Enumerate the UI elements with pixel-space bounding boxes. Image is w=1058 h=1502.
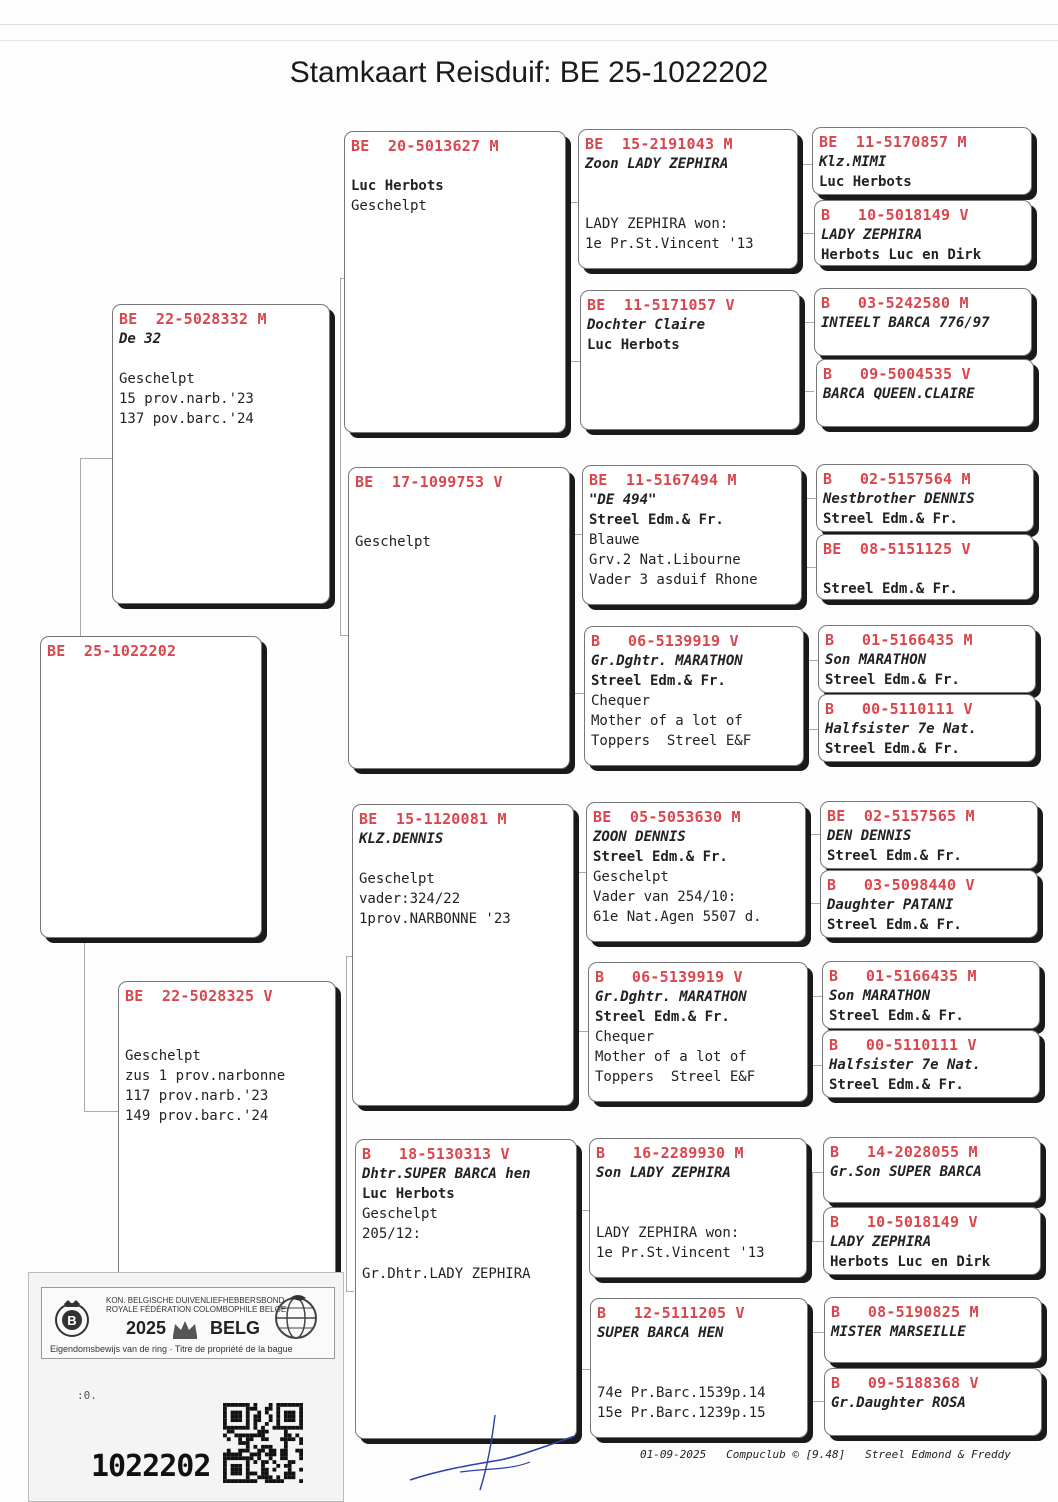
grandparent-card[interactable] <box>352 804 574 1106</box>
pedigree-line: Geschelpt <box>593 869 669 885</box>
great-grandparent-card[interactable] <box>580 290 800 430</box>
ring-number: BE 15-1120081 M <box>359 810 507 828</box>
pedigree-line: 15 prov.narb.'23 <box>119 391 254 407</box>
qr-code-icon <box>223 1403 303 1483</box>
pedigree-line: Geschelpt <box>119 371 195 387</box>
great-grandparent-card[interactable] <box>589 1138 807 1278</box>
pedigree-line: Luc Herbots <box>362 1186 455 1202</box>
ring-number: B 10-5018149 V <box>830 1213 978 1231</box>
pedigree-line: Gr.Daughter ROSA <box>831 1395 966 1411</box>
pedigree-line <box>125 1006 329 1026</box>
pedigree-line: Streel Edm.& Fr. <box>593 849 728 865</box>
ancestor-card[interactable] <box>818 625 1036 693</box>
pedigree-line: Streel Edm.& Fr. <box>589 512 724 528</box>
pedigree-line: DEN DENNIS <box>827 828 912 844</box>
ring-number: B 00-5110111 V <box>825 700 973 718</box>
pedigree-line: 61e Nat.Agen 5507 d. <box>593 909 762 925</box>
pedigree-line <box>351 156 559 176</box>
ancestor-card[interactable] <box>823 1207 1041 1275</box>
pedigree-line: Son MARATHON <box>825 652 927 668</box>
ring-number: B 09-5004535 V <box>823 365 971 383</box>
globe-logo-icon <box>270 1292 322 1340</box>
great-grandparent-card[interactable] <box>582 465 802 605</box>
pedigree-line: Herbots Luc en Dirk <box>830 1254 991 1270</box>
great-grandparent-card[interactable] <box>578 129 798 269</box>
pedigree-line: Luc Herbots <box>587 337 680 353</box>
pedigree-line: 1prov.NARBONNE '23 <box>359 911 511 927</box>
pedigree-line: Blauwe <box>589 532 640 548</box>
pedigree-line: Streel Edm.& Fr. <box>827 848 962 864</box>
pedigree-line: Streel Edm.& Fr. <box>823 511 958 527</box>
pedigree-line: Geschelpt <box>359 871 435 887</box>
ring-number: BE 05-5053630 M <box>593 808 741 826</box>
pedigree-line <box>125 1026 329 1046</box>
connector-line <box>804 498 816 568</box>
ring-number: BE 17-1099753 V <box>355 473 503 491</box>
dam-card[interactable] <box>118 981 336 1281</box>
connector-line <box>806 660 818 730</box>
pedigree-line: Gr.Dghtr. MARATHON <box>595 989 747 1005</box>
ring-number: B 18-5130313 V <box>362 1145 510 1163</box>
pedigree-line: Luc Herbots <box>351 178 444 194</box>
pedigree-line <box>359 849 567 869</box>
grandparent-card[interactable] <box>344 131 566 433</box>
pedigree-line: Streel Edm.& Fr. <box>825 672 960 688</box>
ancestor-card[interactable] <box>823 1137 1041 1203</box>
pedigree-line: KLZ.DENNIS <box>359 831 444 847</box>
ring-number: B 08-5190825 M <box>831 1303 979 1321</box>
ring-number: B 10-5018149 V <box>821 206 969 224</box>
pedigree-line <box>585 174 791 194</box>
pedigree-line: Geschelpt <box>355 534 431 550</box>
pedigree-line: Gr.Dhtr.LADY ZEPHIRA <box>362 1266 531 1282</box>
pedigree-line: Mother of a lot of <box>591 713 743 729</box>
sire-card[interactable] <box>112 304 330 604</box>
great-grandparent-card[interactable] <box>590 1298 808 1438</box>
pigeon-card[interactable] <box>40 636 262 938</box>
pedigree-line: 1e Pr.St.Vincent '13 <box>596 1245 765 1261</box>
pedigree-line: INTEELT BARCA 776/97 <box>821 315 990 331</box>
pedigree-line: Geschelpt <box>351 198 427 214</box>
ring-number: BE 08-5151125 V <box>823 540 971 558</box>
pedigree-line: Daughter PATANI <box>827 897 954 913</box>
pedigree-line: Chequer <box>595 1029 655 1045</box>
pedigree-line: ZOON DENNIS <box>593 829 686 845</box>
pedigree-line: 117 prov.narb.'23 <box>125 1088 269 1104</box>
ancestor-card[interactable] <box>812 127 1032 195</box>
ancestor-card[interactable] <box>824 1297 1042 1363</box>
pedigree-line: Chequer <box>591 693 651 709</box>
pedigree-line: 137 pov.barc.'24 <box>119 411 254 427</box>
ring-number: B 02-5157564 M <box>823 470 971 488</box>
connector-line <box>810 996 822 1066</box>
grandparent-card[interactable] <box>348 467 570 769</box>
connector-line <box>812 1332 824 1402</box>
ring-number: B 16-2289930 M <box>596 1144 744 1162</box>
connector-line <box>80 458 114 638</box>
pedigree-line <box>355 512 563 532</box>
pedigree-line <box>355 492 563 512</box>
pedigree-line: LADY ZEPHIRA won: <box>596 1225 740 1241</box>
ring-number: BE 02-5157565 M <box>827 807 975 825</box>
connector-line <box>802 322 814 392</box>
pedigree-line: 1e Pr.St.Vincent '13 <box>585 236 754 252</box>
pedigree-line <box>823 559 1027 579</box>
pedigree-line: De 32 <box>119 331 162 347</box>
ring-number: BE 11-5170857 M <box>819 133 967 151</box>
pedigree-line: 15e Pr.Barc.1239p.15 <box>597 1405 766 1421</box>
ring-number: 1022202 <box>91 1449 211 1484</box>
ring-number: B 03-5242580 M <box>821 294 969 312</box>
scan-edge-line <box>0 40 1058 41</box>
ring-number: B 01-5166435 M <box>829 967 977 985</box>
ancestor-card[interactable] <box>818 694 1036 762</box>
pedigree-line: Dochter Claire <box>587 317 706 333</box>
pedigree-line: Toppers Streel E&F <box>591 733 752 749</box>
ring-number: B 01-5166435 M <box>825 631 973 649</box>
pedigree-line: Gr.Dghtr. MARATHON <box>591 653 743 669</box>
pedigree-line: Streel Edm.& Fr. <box>595 1009 730 1025</box>
country-code: BELG <box>210 1318 261 1338</box>
pedigree-line: LADY ZEPHIRA <box>830 1234 932 1250</box>
ring-number: BE 22-5028332 M <box>119 310 267 328</box>
pedigree-line: Toppers Streel E&F <box>595 1069 756 1085</box>
pedigree-line: Halfsister 7e Nat. <box>825 721 977 737</box>
pedigree-line: 149 prov.barc.'24 <box>125 1108 269 1124</box>
ring-number: B 00-5110111 V <box>829 1036 977 1054</box>
ring-number: BE 22-5028325 V <box>125 987 273 1005</box>
pedigree-line: Streel Edm.& Fr. <box>827 917 962 933</box>
ring-number: BE 15-2191043 M <box>585 135 733 153</box>
ring-year: 2025 <box>126 1318 167 1338</box>
pedigree-line: LADY ZEPHIRA <box>821 227 923 243</box>
connector-line <box>84 938 120 1112</box>
ring-number: BE 11-5167494 M <box>589 471 737 489</box>
pedigree-line <box>119 349 323 369</box>
pedigree-line: Herbots Luc en Dirk <box>821 247 982 263</box>
ring-number: B 14-2028055 M <box>830 1143 978 1161</box>
pedigree-line: BARCA QUEEN.CLAIRE <box>823 386 975 402</box>
svg-text:B: B <box>67 1313 77 1328</box>
page-title: Stamkaart Reisduif: BE 25-1022202 <box>289 56 769 89</box>
ancestor-card[interactable] <box>820 801 1038 869</box>
pedigree-line: Geschelpt <box>362 1206 438 1222</box>
great-grandparent-card[interactable] <box>586 802 806 942</box>
pedigree-line: zus 1 prov.narbonne <box>125 1068 286 1084</box>
pedigree-line: Dhtr.SUPER BARCA hen <box>362 1166 531 1182</box>
ancestor-card[interactable] <box>816 359 1034 427</box>
pedigree-line <box>596 1203 800 1223</box>
pedigree-line: MISTER MARSEILLE <box>831 1324 966 1340</box>
ring-number: B 06-5139919 V <box>595 968 743 986</box>
org-name-fr: ROYALE FÉDÉRATION COLOMBOPHILE BELGE <box>106 1305 287 1314</box>
ring-number: BE 11-5171057 V <box>587 296 735 314</box>
ring-number: BE 25-1022202 <box>47 642 177 660</box>
federation-crest-icon <box>50 1296 94 1340</box>
pedigree-line: Gr.Son SUPER BARCA <box>830 1164 982 1180</box>
pedigree-line: Luc Herbots <box>819 174 912 190</box>
pedigree-line: Zoon LADY ZEPHIRA <box>585 156 729 172</box>
connector-line <box>808 834 820 904</box>
ring-number: B 12-5111205 V <box>597 1304 745 1322</box>
certificate-subtitle: Eigendomsbewijs van de ring · Titre de propriété de la bague <box>50 1344 293 1354</box>
ancestor-card[interactable] <box>816 464 1034 532</box>
ring-number: B 03-5098440 V <box>827 876 975 894</box>
pedigree-line: Streel Edm.& Fr. <box>591 673 726 689</box>
ancestor-card[interactable] <box>814 288 1032 356</box>
pedigree-line: SUPER BARCA HEN <box>597 1325 724 1341</box>
pedigree-line: Nestbrother DENNIS <box>823 491 975 507</box>
pedigree-line: Streel Edm.& Fr. <box>823 581 958 597</box>
pedigree-line: Vader van 254/10: <box>593 889 737 905</box>
great-grandparent-card[interactable] <box>588 962 808 1102</box>
pedigree-line: Geschelpt <box>125 1048 201 1064</box>
ring-number: B 06-5139919 V <box>591 632 739 650</box>
signature-scribble <box>400 1410 590 1495</box>
pedigree-line <box>585 194 791 214</box>
ring-certificate <box>28 1272 344 1502</box>
pedigree-line: "DE 494" <box>589 492 657 508</box>
pedigree-line <box>597 1363 801 1383</box>
pedigree-line: Halfsister 7e Nat. <box>829 1057 981 1073</box>
handwritten-mark: :0. <box>77 1389 97 1402</box>
pedigree-line: Grv.2 Nat.Libourne <box>589 552 741 568</box>
pedigree-line: Son MARATHON <box>829 988 931 1004</box>
pedigree-line: 205/12: <box>362 1226 422 1242</box>
ancestor-card[interactable] <box>822 1030 1040 1098</box>
pedigree-line <box>597 1343 801 1363</box>
ancestor-card[interactable] <box>816 534 1034 600</box>
pedigree-line: Streel Edm.& Fr. <box>829 1008 964 1024</box>
pedigree-line <box>362 1244 570 1264</box>
pedigree-line: Mother of a lot of <box>595 1049 747 1065</box>
certificate-header <box>41 1287 335 1359</box>
pedigree-line <box>596 1183 800 1203</box>
pedigree-line: 74e Pr.Barc.1539p.14 <box>597 1385 766 1401</box>
pedigree-line: Vader 3 asduif Rhone <box>589 572 758 588</box>
pedigree-line: vader:324/22 <box>359 891 461 907</box>
ancestor-card[interactable] <box>820 870 1038 938</box>
ring-number: BE 20-5013627 M <box>351 137 499 155</box>
ancestor-card[interactable] <box>814 200 1032 266</box>
ring-number: B 09-5188368 V <box>831 1374 979 1392</box>
great-grandparent-card[interactable] <box>584 626 804 766</box>
pedigree-line: Son LADY ZEPHIRA <box>596 1165 731 1181</box>
pedigree-line: Klz.MIMI <box>819 154 887 170</box>
pedigree-line: LADY ZEPHIRA won: <box>585 216 729 232</box>
pedigree-line: Streel Edm.& Fr. <box>829 1077 964 1093</box>
footer-credits: 01-09-2025 Compuclub © [9.48] Streel Edmond & Freddy <box>640 1448 1011 1461</box>
ancestor-card[interactable] <box>824 1368 1042 1436</box>
pedigree-line: Streel Edm.& Fr. <box>825 741 960 757</box>
org-name-nl: KON. BELGISCHE DUIVENLIEFHEBBERSBOND <box>106 1296 285 1305</box>
ancestor-card[interactable] <box>822 961 1040 1029</box>
scan-edge-line <box>0 24 1058 25</box>
crown-icon <box>170 1318 200 1340</box>
grandparent-card[interactable] <box>355 1139 577 1439</box>
